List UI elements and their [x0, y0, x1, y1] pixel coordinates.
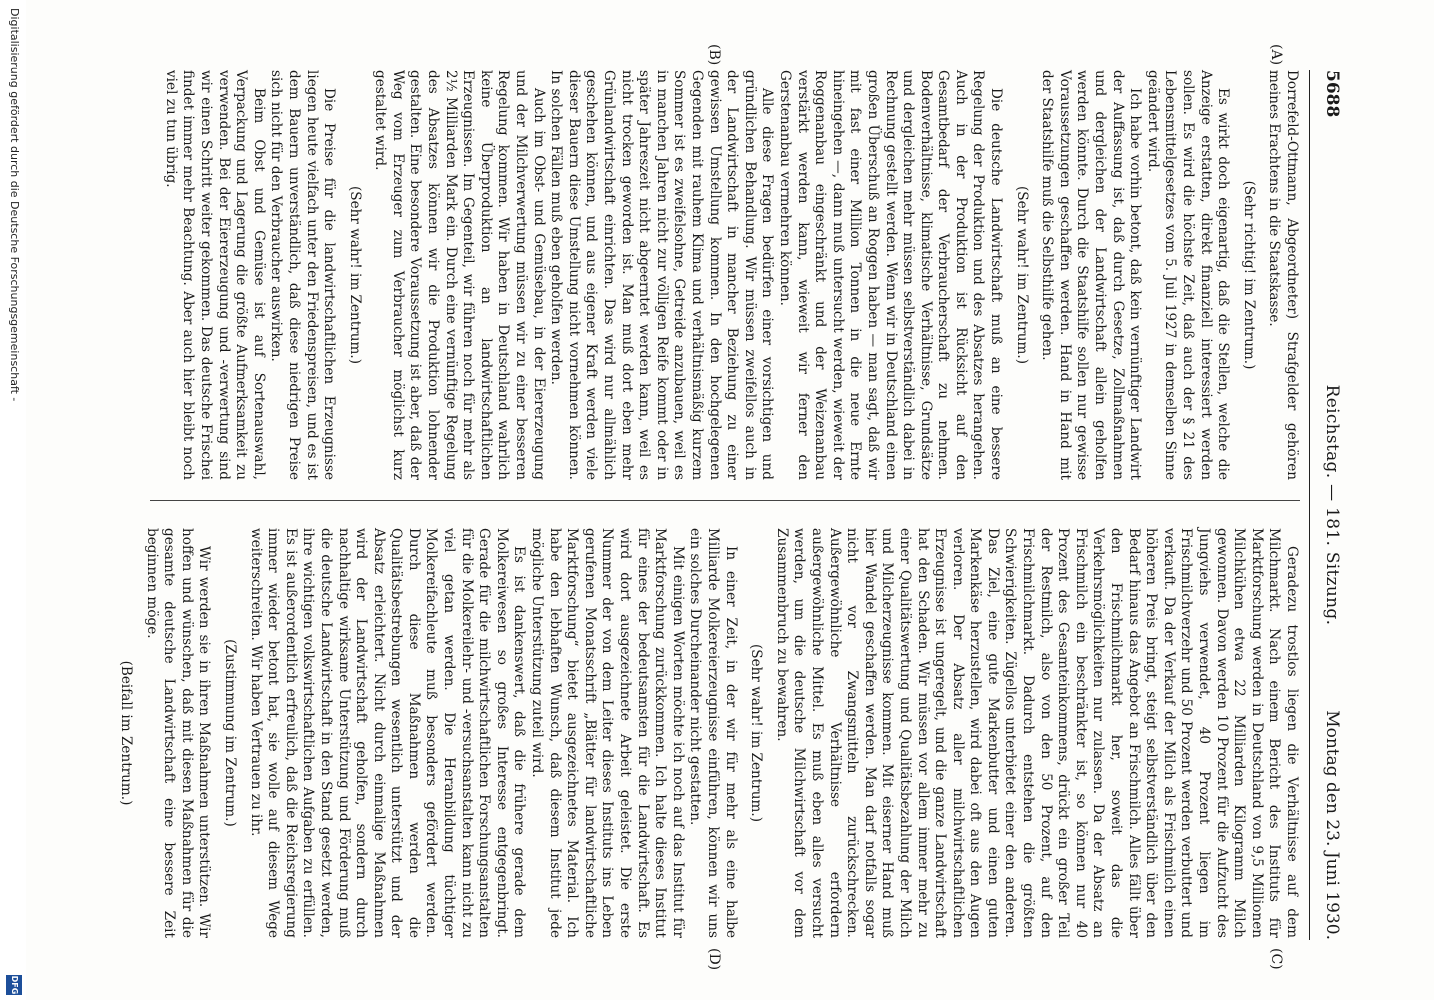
margin-letter-d: (D)	[706, 948, 722, 971]
paragraph: Es ist dankenswert, daß die frühere gerade dem Molkereiwesen so großes Interesse entgegenbringt. Gerade für die milchwirtschaftlichen Forschungsanstalten für die Molkereilehr- und -versuchsanstalten kann nicht zu viel getan werden. Die Heranbildung tüchtiger Molkereifachleute muß besonders gefördert werden. Durch diese Maßnahmen werden die Qualitätsbestrebungen wesentlich unterstützt und der Absatz erleichtert. Nicht durch einmalige Maßnahmen wird der Landwirtschaft geholfen, sondern durch nachhaltige wirksame Unterstützung und Förderung muß die deutsche Landwirtschaft in den Stand gesetzt werden, ihre wichtigen volkswirtschaftlichen Aufgaben zu erfüllen. Es ist außerordentlich erfreulich, daß die Reichsregierung immer wieder betont hat, sie wolle auf diesem Wege weiterschreiten. Wir haben Vertrauen zu ihr.	[247, 528, 528, 938]
paragraph: Die deutsche Landwirtschaft muß an eine bessere Regelung der Produktion und des Absatzes herangehen. Auch in der Produktion ist Rücksicht auf den Gesamtbedarf der Verbraucherschaft zu nehmen. Bodenverhältnisse, klimatische Verhältnisse, Grundsätze und dergleichen mehr müssen selbstverständlich dabei in Rechnung gestellt werden. Wenn wir in Deutschland einen großen Überschuß an Roggen haben — man sagt, daß wir mit fast einer Million Tonnen in die neue Ernte hineingehen —, dann muß untersucht werden, wieweit der Roggenanbau eingeschränkt und der Weizenanbau verstärkt werden kann, wieweit wir ferner den Gerstenanbau vermehren können.	[776, 70, 1005, 480]
session-title: Reichstag. — 181. Sitzung.	[1322, 384, 1342, 626]
page-number: 5688	[1322, 70, 1342, 118]
reaction-note: (Sehr wahr! im Zentrum.)	[346, 185, 363, 365]
paragraph: Ich habe vorhin betont, daß kein vernünftiger Landwirt der Auffassung ist, daß durch Gesetze, Zollmaßnahmen und dergleichen der Landwirtschaft allein geholfen werden könnte. Durch die Staatshilfe sollen nur gewisse Voraussetzungen geschaffen werden. Hand in Hand mit der Staatshilfe muß die Selbsthilfe gehen.	[1039, 70, 1144, 480]
left-column	[161, 70, 1300, 480]
dfg-logo: DFG	[6, 975, 22, 995]
funding-caption: Digitalisierung gefördert durch die Deutsche Forschungsgemeinschaft -	[8, 8, 21, 402]
right-column	[108, 528, 1300, 938]
reaction-note: (Zustimmung im Zentrum.)	[221, 639, 238, 827]
margin-letter-b: (B)	[706, 44, 722, 66]
reaction-note: (Sehr wahr! im Zentrum.)	[1013, 185, 1030, 365]
margin-letter-a: (A)	[1268, 44, 1284, 66]
paragraph: Dorrefeld-Ottmann, Abgeordneter) Strafgelder gehören meines Erachtens in die Staatskasse.	[1266, 70, 1300, 480]
paragraph: In einer Zeit, in der wir für mehr als eine halbe Milliarde Molkereierzeugnisse einführen, können wir uns ein solches Durcheinander nicht gestatten.	[687, 528, 739, 938]
reaction-note: (Sehr richtig! im Zentrum.)	[1240, 180, 1257, 370]
paragraph: Auch im Obst- und Gemüsebau, in der Eiererzeugung und der Milchverwertung müssen wir zu einer besseren Regelung kommen. Wir haben in Deutschland wahrlich keine Überproduktion an landwirtschaftlichen Erzeugnissen. Im Gegenteil, wir führen noch für mehr als 2½ Milliarden Mark ein. Durch eine vernünftige Regelung des Absatzes können wir die Produktion lohnender gestalten. Eine besondere Voraussetzung ist aber, daß der Weg vom Erzeuger zum Verbraucher möglichst kurz gestaltet wird.	[372, 70, 547, 480]
reaction-note: (Beifall im Zentrum.)	[118, 660, 134, 806]
paragraph: Die Preise für die landwirtschaftlichen Erzeugnisse liegen heute vielfach unter den Friedenspreisen, und es ist dem Bauern unverständlich, daß diese niedrigen Preise sich nicht für den Verbraucher auswirken.	[268, 70, 338, 480]
column-divider	[150, 500, 1300, 501]
reaction-note: (Sehr wahr! im Zentrum.)	[748, 643, 765, 823]
paragraph: Alle diese Fragen bedürfen einer vorsichtigen und gründlichen Behandlung. Wir müssen zweifellos auch in der Landwirtschaft in mancher Beziehung zu einer gewissen Umstellung kommen. In den hochgelegenen Gegenden mit rauhem Klima und verhältnismäßig kurzem Sommer ist es zweifelsohne, Getreide anzubauen, weil es in manchen Jahren nicht zur völligen Reife kommt oder in später Jahreszeit nicht abgeerntet werden kann, weil es nicht trocken geworden ist. Man muß dort eben mehr Grünlandwirtschaft einrichten. Das wird nur allmählich geschehen können, und aus eigener Kraft werden viele dieser Bauern diese Umstellung nicht vornehmen können. In solchen Fällen muß eben geholfen werden.	[548, 70, 776, 480]
paragraph: Wir werden sie in ihren Maßnahmen unterstützen. Wir hoffen und wünschen, daß mit diesen Maßnahmen für die gesamte deutsche Landwirtschaft eine bessere Zeit beginnen möge.	[143, 528, 213, 938]
paragraph: Mit einigen Worten möchte ich noch auf das Institut für Marktforschung zurückkommen. Ich halte dieses Institut für eines der bedeutsamsten für die Landwirtschaft. Es wird dort ausgezeichnete Arbeit geleistet. Die erste Nummer der von dem Leiter dieses Instituts ins Leben gerufenen Monatsschrift „Blätter für landwirtschaftliche Marktforschung“ bietet ausgezeichnetes Material. Ich habe den lebhaften Wunsch, daß diesem Institut jede mögliche Unterstützung zuteil wird.	[529, 528, 686, 938]
funding-sidebar	[0, 0, 26, 1000]
paragraph: Beim Obst und Gemüse ist auf Sortenauswahl, Verpackung und Lagerung die größte Aufmerksamkeit zu verwenden. Bei der Eiererzeugung und -verwertung sind wir einen Schritt weiter gekommen. Das deutsche Frischei findet immer mehr Beachtung. Aber auch hier bleibt noch viel zu tun übrig.	[162, 70, 267, 480]
paragraph: Geradezu trostlos liegen die Verhältnisse auf dem Milchmarkt. Nach einem Bericht des Instituts für Marktforschung werden in Deutschland von 9,5 Millionen Milchkühen etwa 22 Milliarden Kilogramm Milch gewonnen. Davon werden 10 Prozent für die Aufzucht des Jungviehs verwendet, 40 Prozent liegen im Frischmilchverzehr und 50 Prozent werden verbuttert und verkauft. Da der Verkauf der Milch als Frischmilch einen höheren Preis bringt, steigt selbstverständlich über den Bedarf hinaus das Angebot an Frischmilch. Alles fällt über den Frischmilchmarkt her, soweit das die Verkehrsmöglichkeiten nur zulassen. Da der Absatz an Frischmilch ein beschränkter ist, so können nur 40 Prozent des Gesamteinkommens, drückt ein großer Teil der Restmilch, also von den 50 Prozent, auf den Frischmilchmarkt. Dadurch entstehen die größten Schwierigkeiten. Zügellos unterbietet einer den anderen. Das Ziel, eine gute Markenbutter und einen guten Markenkäse herzustellen, wird dabei oft aus den Augen verloren. Der Absatz aller milchwirtschaftlichen Erzeugnisse ist ungeregelt, und die ganze Landwirtschaft hat den Schaden. Wir müssen vor allem immer mehr zu einer Qualitätswertung und Qualitätsbezahlung der Milch und Milcherzeugnisse kommen. Mit eiserner Hand muß hier Wandel geschaffen werden. Man darf notfalls sogar nicht vor Zwangsmitteln zurückschrecken. Außergewöhnliche Verhältnisse erfordern außergewöhnliche Mittel. Es muß eben alles versucht werden, um die deutsche Milchwirtschaft vor dem Zusammenbruch zu bewahren.	[773, 528, 1300, 938]
margin-letter-c: (C)	[1268, 948, 1284, 970]
paragraph: Es wirkt doch eigenartig, daß die Stellen, welche die Anzeige erstatten, direkt finanziell interessiert werden sollen. Es wird die höchste Zeit, daß auch der § 21 des Lebensmittelgesetzes vom 5. Juli 1927 in demselben Sinne geändert wird.	[1144, 70, 1232, 480]
page-header	[1309, 70, 1348, 940]
session-date: Montag den 23. Juni 1930.	[1322, 710, 1342, 940]
